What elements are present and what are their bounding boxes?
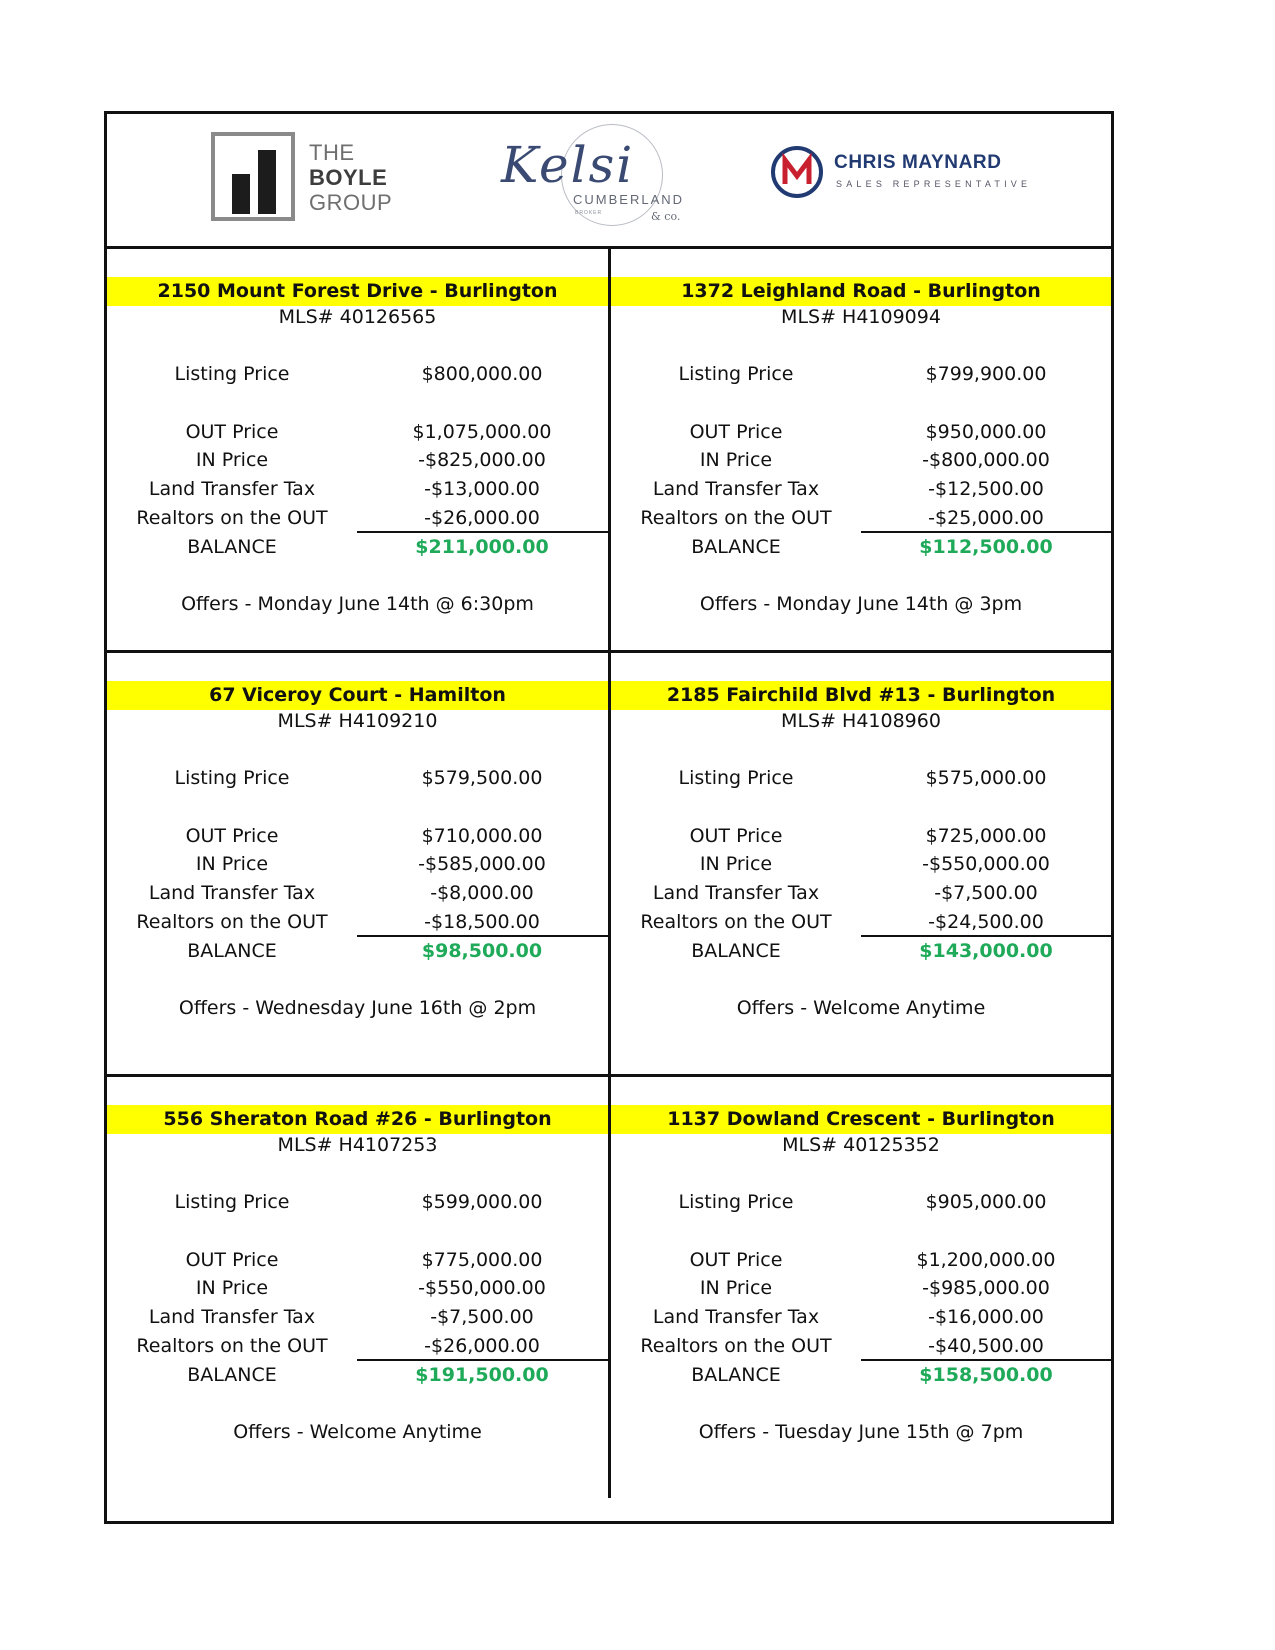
sum-rule xyxy=(861,531,1112,533)
listing-card xyxy=(611,653,1111,1074)
out-price-label: OUT Price xyxy=(689,825,783,847)
listing-row xyxy=(107,650,1111,1074)
listing-address: 67 Viceroy Court - Hamilton xyxy=(107,681,608,710)
boyle-group-logo xyxy=(211,132,411,227)
listing-address: 2185 Fairchild Blvd #13 - Burlington xyxy=(611,681,1111,710)
listing-row xyxy=(107,249,1111,650)
realtors-label: Realtors on the OUT xyxy=(136,507,328,529)
out-price-value: $710,000.00 xyxy=(421,825,543,847)
land-transfer-tax-value: -$8,000.00 xyxy=(430,882,534,904)
realtors-label: Realtors on the OUT xyxy=(136,911,328,933)
sum-rule xyxy=(861,935,1112,937)
listing-row xyxy=(107,1074,1111,1498)
listing-price-value: $800,000.00 xyxy=(421,363,543,385)
balance-value: $158,500.00 xyxy=(919,1364,1053,1386)
realtors-value: -$25,000.00 xyxy=(928,507,1044,529)
land-transfer-tax-label: Land Transfer Tax xyxy=(652,882,820,904)
chris-maynard-logo xyxy=(769,144,1032,204)
in-price-label: IN Price xyxy=(195,449,269,471)
kelsi-script-text: Kelsi xyxy=(501,136,635,194)
in-price-value: -$550,000.00 xyxy=(418,1277,546,1299)
offers-text: Offers - Wednesday June 16th @ 2pm xyxy=(178,997,537,1019)
listing-price-label: Listing Price xyxy=(678,1191,794,1213)
listing-price-value: $599,000.00 xyxy=(421,1191,543,1213)
offers-text: Offers - Welcome Anytime xyxy=(233,1421,482,1443)
listing-address: 556 Sheraton Road #26 - Burlington xyxy=(107,1105,608,1134)
boyle-logo-line2: BOYLE xyxy=(309,165,388,190)
out-price-value: $775,000.00 xyxy=(421,1249,543,1271)
land-transfer-tax-value: -$7,500.00 xyxy=(430,1306,534,1328)
mls-number: MLS# H4109210 xyxy=(277,710,438,732)
listing-price-value: $905,000.00 xyxy=(925,1191,1047,1213)
boyle-logo-line1: THE xyxy=(309,140,355,165)
listing-sheet xyxy=(104,111,1114,1524)
listing-price-value: $575,000.00 xyxy=(925,767,1047,789)
out-price-label: OUT Price xyxy=(689,1249,783,1271)
balance-value: $191,500.00 xyxy=(415,1364,549,1386)
kelsi-cumberland-logo xyxy=(501,124,701,234)
in-price-label: IN Price xyxy=(195,853,269,875)
out-price-value: $725,000.00 xyxy=(925,825,1047,847)
mls-number: MLS# 40125352 xyxy=(782,1134,940,1156)
maynard-name-text: CHRIS MAYNARD xyxy=(834,152,1002,173)
realtors-value: -$40,500.00 xyxy=(928,1335,1044,1357)
listing-price-label: Listing Price xyxy=(174,1191,290,1213)
sum-rule xyxy=(357,531,608,533)
balance-value: $211,000.00 xyxy=(415,536,549,558)
listing-card xyxy=(107,653,608,1074)
realtors-label: Realtors on the OUT xyxy=(640,911,832,933)
maynard-m-icon xyxy=(769,144,825,200)
realtors-label: Realtors on the OUT xyxy=(136,1335,328,1357)
sum-rule xyxy=(861,1359,1112,1361)
balance-label: BALANCE xyxy=(691,940,781,962)
listings-grid xyxy=(107,249,1111,1498)
maynard-title-text: SALES REPRESENTATIVE xyxy=(836,179,1032,189)
in-price-label: IN Price xyxy=(195,1277,269,1299)
realtors-value: -$24,500.00 xyxy=(928,911,1044,933)
in-price-label: IN Price xyxy=(699,449,773,471)
land-transfer-tax-label: Land Transfer Tax xyxy=(148,1306,316,1328)
kelsi-broker-text: BROKER xyxy=(575,210,603,216)
listing-price-label: Listing Price xyxy=(174,767,290,789)
offers-text: Offers - Monday June 14th @ 3pm xyxy=(699,593,1023,615)
sum-rule xyxy=(357,935,608,937)
in-price-value: -$550,000.00 xyxy=(922,853,1050,875)
realtors-label: Realtors on the OUT xyxy=(640,507,832,529)
listing-price-value: $579,500.00 xyxy=(421,767,543,789)
balance-label: BALANCE xyxy=(187,940,277,962)
balance-label: BALANCE xyxy=(187,536,277,558)
listing-card xyxy=(107,249,608,650)
in-price-value: -$800,000.00 xyxy=(922,449,1050,471)
mls-number: MLS# H4107253 xyxy=(277,1134,438,1156)
listing-card xyxy=(107,1077,608,1498)
mls-number: MLS# 40126565 xyxy=(278,306,437,328)
land-transfer-tax-label: Land Transfer Tax xyxy=(652,478,820,500)
out-price-label: OUT Price xyxy=(185,825,279,847)
out-price-value: $1,075,000.00 xyxy=(412,421,552,443)
listing-card xyxy=(611,1077,1111,1498)
listing-card xyxy=(611,249,1111,650)
out-price-value: $950,000.00 xyxy=(925,421,1047,443)
listing-price-value: $799,900.00 xyxy=(925,363,1047,385)
balance-label: BALANCE xyxy=(691,1364,781,1386)
out-price-label: OUT Price xyxy=(689,421,783,443)
balance-label: BALANCE xyxy=(187,1364,277,1386)
out-price-label: OUT Price xyxy=(185,1249,279,1271)
boyle-logo-line3: GROUP xyxy=(309,190,393,215)
offers-text: Offers - Welcome Anytime xyxy=(736,997,986,1019)
balance-value: $143,000.00 xyxy=(919,940,1053,962)
realtors-value: -$26,000.00 xyxy=(424,1335,540,1357)
sum-rule xyxy=(357,1359,608,1361)
listing-address: 1372 Leighland Road - Burlington xyxy=(611,277,1111,306)
kelsi-sub-text: CUMBERLAND xyxy=(573,192,685,207)
listing-price-label: Listing Price xyxy=(678,767,794,789)
land-transfer-tax-value: -$7,500.00 xyxy=(934,882,1038,904)
in-price-value: -$585,000.00 xyxy=(418,853,546,875)
offers-text: Offers - Tuesday June 15th @ 7pm xyxy=(698,1421,1024,1443)
in-price-label: IN Price xyxy=(699,1277,773,1299)
listing-price-label: Listing Price xyxy=(678,363,794,385)
balance-value: $112,500.00 xyxy=(919,536,1053,558)
listing-address: 1137 Dowland Crescent - Burlington xyxy=(611,1105,1111,1134)
kelsi-co-text: & co. xyxy=(651,210,681,223)
listing-address: 2150 Mount Forest Drive - Burlington xyxy=(107,277,608,306)
land-transfer-tax-label: Land Transfer Tax xyxy=(148,478,316,500)
land-transfer-tax-value: -$12,500.00 xyxy=(928,478,1044,500)
offers-text: Offers - Monday June 14th @ 6:30pm xyxy=(181,593,534,615)
land-transfer-tax-value: -$13,000.00 xyxy=(424,478,540,500)
boyle-bars-icon xyxy=(211,132,295,221)
balance-value: $98,500.00 xyxy=(421,940,543,962)
balance-label: BALANCE xyxy=(691,536,781,558)
realtors-value: -$26,000.00 xyxy=(424,507,540,529)
mls-number: MLS# H4109094 xyxy=(781,306,941,328)
logo-header xyxy=(107,114,1111,249)
land-transfer-tax-value: -$16,000.00 xyxy=(928,1306,1044,1328)
mls-number: MLS# H4108960 xyxy=(781,710,941,732)
land-transfer-tax-label: Land Transfer Tax xyxy=(652,1306,820,1328)
in-price-label: IN Price xyxy=(699,853,773,875)
realtors-value: -$18,500.00 xyxy=(424,911,540,933)
in-price-value: -$985,000.00 xyxy=(922,1277,1050,1299)
realtors-label: Realtors on the OUT xyxy=(640,1335,832,1357)
listing-price-label: Listing Price xyxy=(174,363,290,385)
land-transfer-tax-label: Land Transfer Tax xyxy=(148,882,316,904)
out-price-value: $1,200,000.00 xyxy=(916,1249,1056,1271)
in-price-value: -$825,000.00 xyxy=(418,449,546,471)
out-price-label: OUT Price xyxy=(185,421,279,443)
